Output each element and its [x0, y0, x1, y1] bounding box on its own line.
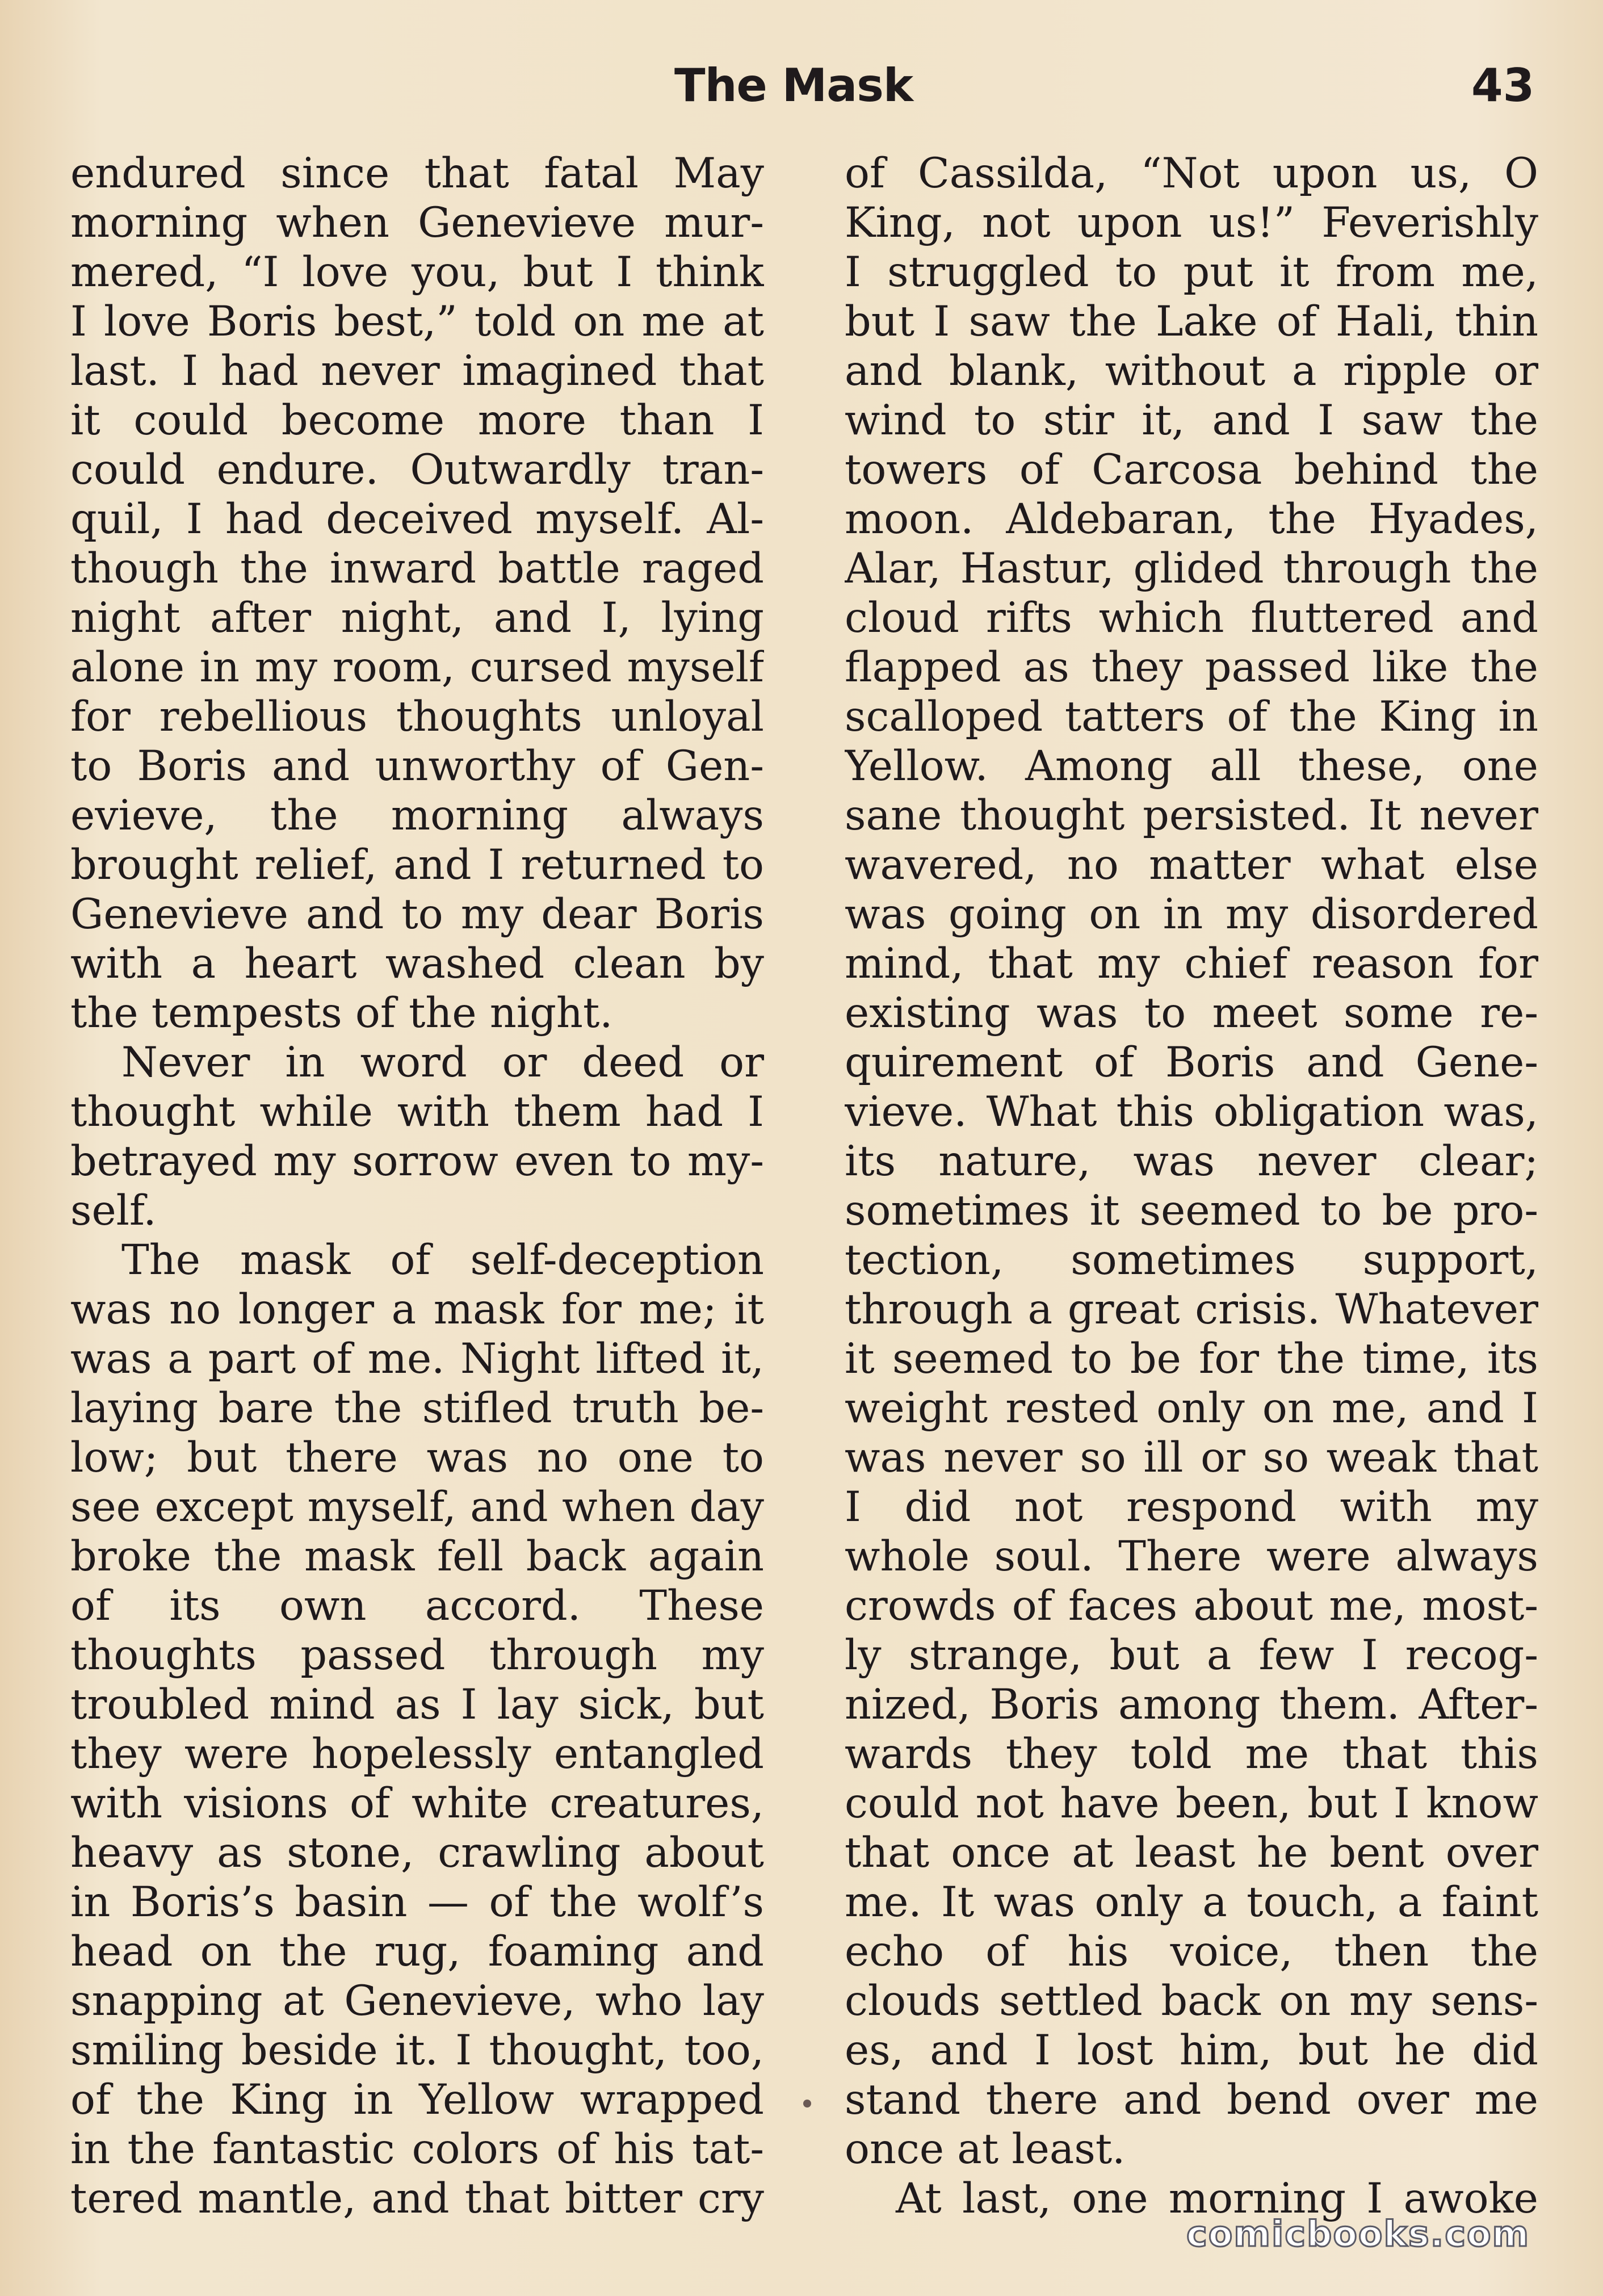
text-line: wind to stir it, and I saw the: [845, 396, 1538, 445]
text-line: Never in word or deed or: [121, 1038, 764, 1087]
text-line: wards they told me that this: [845, 1730, 1538, 1778]
text-line: could not have been, but I know: [845, 1779, 1538, 1828]
text-line: clouds settled back on my sens-: [845, 1977, 1538, 2025]
text-line: evieve, the morning always: [70, 791, 764, 840]
text-line: es, and I lost him, but he did: [845, 2026, 1538, 2075]
text-line: in the fantastic colors of his tat-: [70, 2125, 764, 2173]
text-line: wavered, no matter what else: [845, 841, 1538, 889]
text-line: sane thought persisted. It never: [845, 791, 1538, 840]
text-line: tered mantle, and that bitter cry: [70, 2175, 764, 2223]
text-line: low; but there was no one to: [70, 1434, 764, 1482]
text-line: once at least.: [845, 2125, 1126, 2173]
text-line: night after night, and I, lying: [70, 594, 764, 642]
text-line: The mask of self-deception: [121, 1236, 764, 1284]
text-line: was going on in my disordered: [845, 890, 1538, 938]
text-line: whole soul. There were always: [845, 1532, 1538, 1581]
text-line: head on the rug, foaming and: [70, 1928, 764, 1976]
text-line: cloud rifts which fluttered and: [845, 594, 1538, 642]
text-line: through a great crisis. Whatever: [845, 1285, 1538, 1334]
text-line: alone in my room, cursed myself: [70, 643, 764, 692]
text-line: was never so ill or so weak that: [845, 1434, 1538, 1482]
text-line: quil, I had deceived myself. Al-: [70, 495, 764, 543]
text-line: of Cassilda, “Not upon us, O: [845, 149, 1538, 198]
text-line: endured since that fatal May: [70, 149, 764, 198]
page-header: [0, 55, 1603, 117]
text-line: I did not respond with my: [845, 1483, 1538, 1531]
text-line: though the inward battle raged: [70, 544, 764, 593]
text-line: was no longer a mask for me; it: [70, 1285, 764, 1334]
text-line: quirement of Boris and Gene-: [845, 1038, 1538, 1087]
text-line: At last, one morning I awoke: [896, 2175, 1538, 2223]
text-line: mered, “I love you, but I think: [70, 248, 764, 296]
text-line: sometimes it seemed to be pro-: [845, 1187, 1538, 1235]
text-line: I love Boris best,” told on me at: [70, 298, 764, 346]
text-line: flapped as they passed like the: [845, 643, 1538, 692]
text-line: was a part of me. Night lifted it,: [70, 1335, 764, 1383]
watermark: comicbooks.com: [1186, 2213, 1530, 2255]
text-line: could endure. Outwardly tran-: [70, 446, 764, 494]
text-line: and blank, without a ripple or: [845, 347, 1538, 395]
text-line: echo of his voice, then the: [845, 1928, 1538, 1976]
text-line: that once at least he bent over: [845, 1829, 1538, 1877]
text-line: thoughts passed through my: [70, 1631, 764, 1679]
text-line: nized, Boris among them. After-: [845, 1681, 1538, 1729]
text-line: mind, that my chief reason for: [845, 940, 1538, 988]
text-line: thought while with them had I: [70, 1088, 764, 1136]
text-line: they were hopelessly entangled: [70, 1730, 764, 1778]
text-line: self.: [70, 1187, 157, 1235]
text-line: it seemed to be for the time, its: [845, 1335, 1538, 1383]
text-line: see except myself, and when day: [70, 1483, 764, 1531]
text-line: it could become more than I: [70, 396, 764, 445]
text-line: laying bare the stifled truth be-: [70, 1384, 764, 1432]
text-line: Alar, Hastur, glided through the: [845, 544, 1538, 593]
text-line: Yellow. Among all these, one: [845, 742, 1538, 790]
text-line: me. It was only a touch, a faint: [845, 1878, 1538, 1926]
text-line: King, not upon us!” Feverishly: [845, 199, 1538, 247]
text-line: brought relief, and I returned to: [70, 841, 764, 889]
text-line: in Boris’s basin — of the wolf’s: [70, 1878, 764, 1926]
text-line: with visions of white creatures,: [70, 1779, 764, 1828]
text-line: the tempests of the night.: [70, 989, 613, 1037]
text-line: last. I had never imagined that: [70, 347, 764, 395]
text-line: Genevieve and to my dear Boris: [70, 890, 764, 938]
margin-dot: [803, 2100, 811, 2108]
text-line: weight rested only on me, and I: [845, 1384, 1538, 1432]
text-line: broke the mask fell back again: [70, 1532, 764, 1581]
text-line: troubled mind as I lay sick, but: [70, 1681, 764, 1729]
text-line: its nature, was never clear;: [845, 1137, 1538, 1185]
text-line: but I saw the Lake of Hali, thin: [845, 298, 1538, 346]
text-line: heavy as stone, crawling about: [70, 1829, 764, 1877]
text-line: to Boris and unworthy of Gen-: [70, 742, 764, 790]
text-line: ly strange, but a few I recog-: [845, 1631, 1538, 1679]
text-line: smiling beside it. I thought, too,: [70, 2026, 764, 2075]
text-line: stand there and bend over me: [845, 2076, 1538, 2124]
text-line: snapping at Genevieve, who lay: [70, 1977, 764, 2025]
left-text-column: [70, 149, 764, 2223]
text-line: towers of Carcosa behind the: [845, 446, 1538, 494]
text-line: existing was to meet some re-: [845, 989, 1538, 1037]
text-line: moon. Aldebaran, the Hyades,: [845, 495, 1538, 543]
text-line: for rebellious thoughts unloyal: [70, 693, 764, 741]
text-line: vieve. What this obligation was,: [845, 1088, 1538, 1136]
text-line: with a heart washed clean by: [70, 940, 764, 988]
text-line: of its own accord. These: [70, 1582, 764, 1630]
text-line: I struggled to put it from me,: [845, 248, 1538, 296]
running-title: The Mask: [674, 59, 913, 112]
text-line: crowds of faces about me, most-: [845, 1582, 1538, 1630]
right-text-column: [845, 149, 1538, 2223]
text-line: betrayed my sorrow even to my-: [70, 1137, 764, 1185]
text-line: morning when Genevieve mur-: [70, 199, 764, 247]
page-number: 43: [1471, 59, 1535, 112]
text-line: of the King in Yellow wrapped: [70, 2076, 764, 2124]
text-line: scalloped tatters of the King in: [845, 693, 1538, 741]
text-line: tection, sometimes support,: [845, 1236, 1538, 1284]
